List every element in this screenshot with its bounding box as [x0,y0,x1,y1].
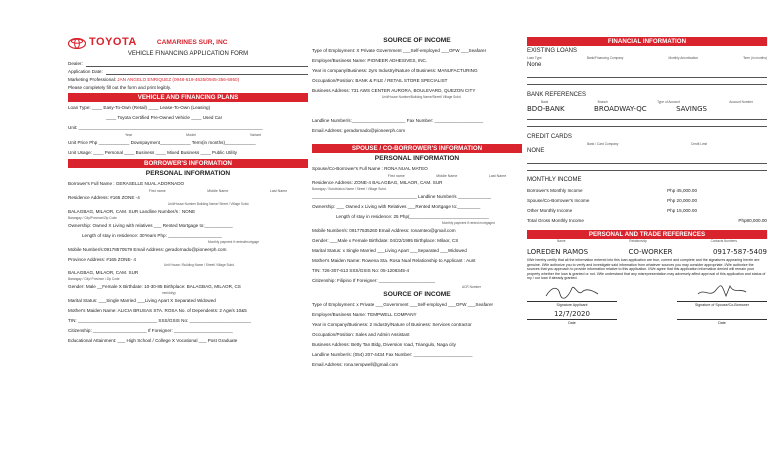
spouse-personal-heading: PERSONAL INFORMATION [374,154,460,162]
spouse-date[interactable]: Date [677,310,767,325]
marketing-professional: Marketing Professional: JAN ANGELO ENRIQUEZ (0948-619-4635/0945-356-6950) [68,77,240,83]
reference-row[interactable]: LOREDEN RAMOS CO-WORKER 0917-587-5409 [527,247,767,256]
spouse-name-sublabels: First name Middle Name Last Name [387,173,507,178]
applicant-date[interactable]: 12/7/2020 Date [527,310,617,325]
spouse-landline[interactable]: _________________________________________ Landline Number/s _____________ [312,194,492,200]
vehicle-financing-bar: VEHICLE AND FINANCING PLANS [68,93,308,102]
toyota-emblem-icon [68,38,86,49]
employer-row[interactable]: Employer/Business Name: PIONEER ADHESIVES, INC. [312,58,428,64]
existing-loans-value[interactable]: None [527,62,542,69]
applicant-signature[interactable]: Signature Applicant [527,284,617,308]
province-city[interactable]: BALAGBAG, MILAOR, CAM. SUR [68,270,139,276]
toyota-logo [68,36,308,50]
spouse-marital[interactable]: Marital Status: x Single Married ___Living Apart ___Separated ___Widowed [312,248,467,254]
citizenship-row[interactable]: Citizenship: _____________________ If Foreigner: _______________________ [68,328,233,334]
spouse-employer[interactable]: Employer/Business Name: TEMPWELL COMPANY [312,311,417,317]
spouse-occupation[interactable]: Occupation/Position: Sales and Admin Assistant [312,331,410,337]
spouse-income-row[interactable]: Spouse/Co-Borrower's Income Php 20,000.00 [527,198,697,204]
total-income-row[interactable]: Total Gross Monthly Income Php80,000.00 [527,218,767,224]
business-address-row[interactable]: Business Address: 731 AWS CENTER AURORA, BOULEVARD, QUEZON CITY [312,88,476,94]
education-row[interactable]: Educational Attainment: ___ High School / College X Vocational ___ Post Graduate [68,338,238,344]
financial-info-bar: FINANCIAL INFORMATION [527,37,767,46]
spouse-email[interactable]: Email Address: rona.tempwell@gmail.com [312,361,399,367]
spouse-source-income-heading: SOURCE OF INCOME [383,290,451,298]
email-row[interactable]: Email Address: geradornado@pioneerph.com [312,128,406,134]
unit-row[interactable]: Unit: ________________________________________________________________________ [68,125,263,131]
birthdate-sublabel: mm/dd/yy [162,291,176,296]
income-spouse-column [312,36,522,370]
spouse-signature-icon [692,284,752,300]
loan-line-1 [527,71,767,78]
source-of-income-heading: SOURCE OF INCOME [383,37,451,44]
borrower-column [68,36,308,346]
card-line-2 [527,164,767,171]
monthly-payment-sublabel: Monthly payment if rented/mortgage [208,239,260,244]
borrower-fullname[interactable]: Borrower's Full Name : GERASELLE NUAL ADORNADO [68,180,185,186]
other-income-row[interactable]: Other Monthly Income Php 15,000.00 [527,208,697,214]
bank-reference-row[interactable]: BDO-BANK BROADWAY-QC SAVINGS [527,104,707,113]
residence-city[interactable]: BALAGBAG, MILAOR, CAM. SUR Landline Number/s : NONE [68,208,196,214]
application-date-field[interactable]: Application Date: [68,68,308,76]
spouse-business-address[interactable]: Business Address: Betty Tan Bldg, Diversion road, Triangulo, Naga city [312,341,456,347]
residence-sublabel: Unit/House Number Building Name/ Street / Village Subd. [168,201,250,206]
signature-area [527,284,767,308]
unit-usage-row[interactable]: Unit Usage: ____ Personal ____ Business ____ Mixed Business ____ Public Utility [68,149,238,155]
form-title: VEHICLE FINANCING APPLICATION FORM [127,51,249,57]
spouse-citizenship[interactable]: Citizenship: Filipino If Foreigner: ______________________ [312,278,436,284]
credit-cards-value[interactable]: NONE [527,148,545,155]
employment-type-row[interactable]: Type of Employment: X Private Government ___Self-employed ___OFW ___Seafarer [312,48,487,54]
spouse-residence-sublabel: Barangay / Subdivision Name / Street / Village Subd. [312,187,387,192]
spouse-years-industry[interactable]: Year in Company/Business: 2 Industry/Nature of Business: Services contractor [312,321,472,327]
acr-sublabel: ACR Number [462,284,481,289]
dealer-name: CAMARINES SUR, INC [156,39,228,47]
credit-cards-heading: CREDIT CARDS [527,134,572,141]
existing-loans-heading: EXISTING LOANS [527,48,578,55]
references-bar: PERSONAL AND TRADE REFERENCES [527,230,767,239]
business-address-sublabel: Unit/House Number/Building Name/Street/ Village Subd [382,95,461,99]
occupation-row[interactable]: Occupation/Position: BANK & FILE / RETAIL STORE SPECIALIST [312,78,448,84]
spouse-landline-fax[interactable]: Landline Number/s: (054) 207-4434 Fax Number: _______________________ [312,351,473,357]
unit-sublabels: Year Model Variant [124,133,262,138]
loan-line-2 [527,78,767,85]
spouse-ownership[interactable]: Ownership: ___ Owned x Living with Relatives ___Rented Mortgage to:_________ [312,204,481,210]
mother-maiden-row[interactable]: Mother's Maiden Name: ALICIA BRUSAS STA. ROSA No. of Dependents: 2 Age/s 10&5 [68,308,247,314]
spouse-fullname[interactable]: Spouse/Co-Borrower's Full Name : RONA NUAL MATEO [312,166,428,172]
borrower-info-bar: BORROWER'S INFORMATION [68,159,308,168]
fullname-sublabels: First name Middle Name Last Name [148,188,288,193]
landline-fax-row[interactable]: Landline Number/s:_____________________ Fax Number: ___________________ [312,118,484,124]
reference-columns: Name Relationship Contacts Numbers [557,238,737,243]
bank-line-1 [527,113,767,120]
instruction-note: Please completely fill out the form and print legibly. [68,85,172,91]
spouse-employment-type[interactable]: Type of Employment: x Private ___Government ___Self-employed ___OFW ___Seafarer [312,301,494,307]
spouse-gender-birth[interactable]: Gender: ___Male x Female Birthdate: 04/22/1995 Birthplace: Milaor, CS [312,238,459,244]
tin-sss-row[interactable]: TIN: _______________________________ SSS/GSIS No: ________________________ [68,318,251,324]
bank-columns: Bank Branch Type of Account Account Number [541,99,753,104]
province-address[interactable]: Province Address: #165 ZONE- 4 [68,256,136,262]
marital-status-row[interactable]: Marital Status: ___Single Married ___Living Apart X Separated Widowed [68,298,216,304]
brand-name: TOYOTA [89,36,137,49]
residence-address[interactable]: Residence Address: #165 ZONE -4 [68,195,140,201]
personal-info-heading: PERSONAL INFORMATION [145,169,231,177]
spouse-info-bar: SPOUSE / CO-BORROWER'S INFORMATION [312,144,522,153]
bank-line-2 [527,120,767,127]
monthly-income-heading: MONTHLY INCOME [527,177,582,184]
spouse-signature[interactable]: Signature of Spouse/Co-Borrower [677,284,767,308]
spouse-length-of-stay[interactable]: Length of stay in residence: 25 Php(_______________________________ [336,214,489,220]
province-sublabel: Unit House / Building Name / Street/ Village Subd. [164,263,235,268]
card-line-1 [527,157,767,164]
gender-birth-row[interactable]: Gender: Male __Female X Birthdate: 10-30-85 Birthplace: BALAGBAG, MILAOR, CS [68,284,241,290]
spouse-monthly-sublabel: Monthly payment if rented mortgaged [442,221,495,225]
length-of-stay[interactable]: Length of stay in residence: 30Years Php: _____________________ [82,232,222,238]
residence-city-sublabel: Barangay / City/Province/Zip Code [68,215,117,220]
financial-column [527,36,767,325]
mobile-email-row[interactable]: Mobile Number/s:09178570579 Email Address: geradornado@pioneerph.com [68,246,227,252]
date-area [527,310,767,325]
applicant-signature-icon [542,284,602,300]
consent-statement: I/We hereby certify that all the information entered into this loan application are true, correct and complete and the signatures appearing herein are genuine. I/We authorize you to verify and investigate said information from whatever sources you may consider appropriate. I/We authorize the sources that you approach to provide information relative to this application. I/We agree that this application information denied will remain your property whether the loan is granted or not. I/We understand that any misrepresentation may adversely affect approval of this application and status of my / our loan if already granted. [527,258,766,281]
card-columns: Bank / Card Company Credit Limit [587,142,707,147]
loan-columns: Loan Type Bank/Financing Company Monthly Amortization Term (in months) [527,56,767,60]
spouse-tin-sss[interactable]: TIN: 726-307-613 SSS/GSIS No: 05-1206345-4 [312,268,410,274]
ownership-row[interactable]: Ownership: Owned X Living with relatives ___ Rented Mortgage to:___________ [68,222,233,228]
loan-type-row-2[interactable]: ____ Toyota Certified Pre-Owned Vehicle ____ Used Car [106,115,223,121]
bank-references-heading: BANK REFERENCES [527,92,587,99]
spouse-mother-maiden[interactable]: Mother's Maiden Name: Rowena Sta. Rosa Nual Relationship to Applicant : Aunt [312,258,476,264]
spouse-mobile-email[interactable]: Mobile Number/s: 09177535260 Email Address: ronamteo@gmail.com [312,228,456,234]
province-city-sublabel: Barangay / City/ Province / Zip Code [68,277,120,282]
borrower-income-row[interactable]: Borrower's Monthly Income Php 45,000.00 [527,188,697,194]
spouse-residence[interactable]: Residence Address: ZONE-4 BALAGBAG, MILAOR, CAM. SUR [312,180,443,186]
dealer-field[interactable]: Dealer: [68,60,308,68]
unit-price-row[interactable]: Unit Price Php ____________ Downpayment____________ Term(in months)____________ [68,139,256,145]
loan-type-row[interactable]: Loan Type: ____ Easy-To-Own (Retail) ____ Lease-To-Own (Leasing) [68,105,211,111]
years-industry-row[interactable]: Year in company/Business: 2yrs Industry/Nature of Business: MANUFACTURING [312,68,478,74]
